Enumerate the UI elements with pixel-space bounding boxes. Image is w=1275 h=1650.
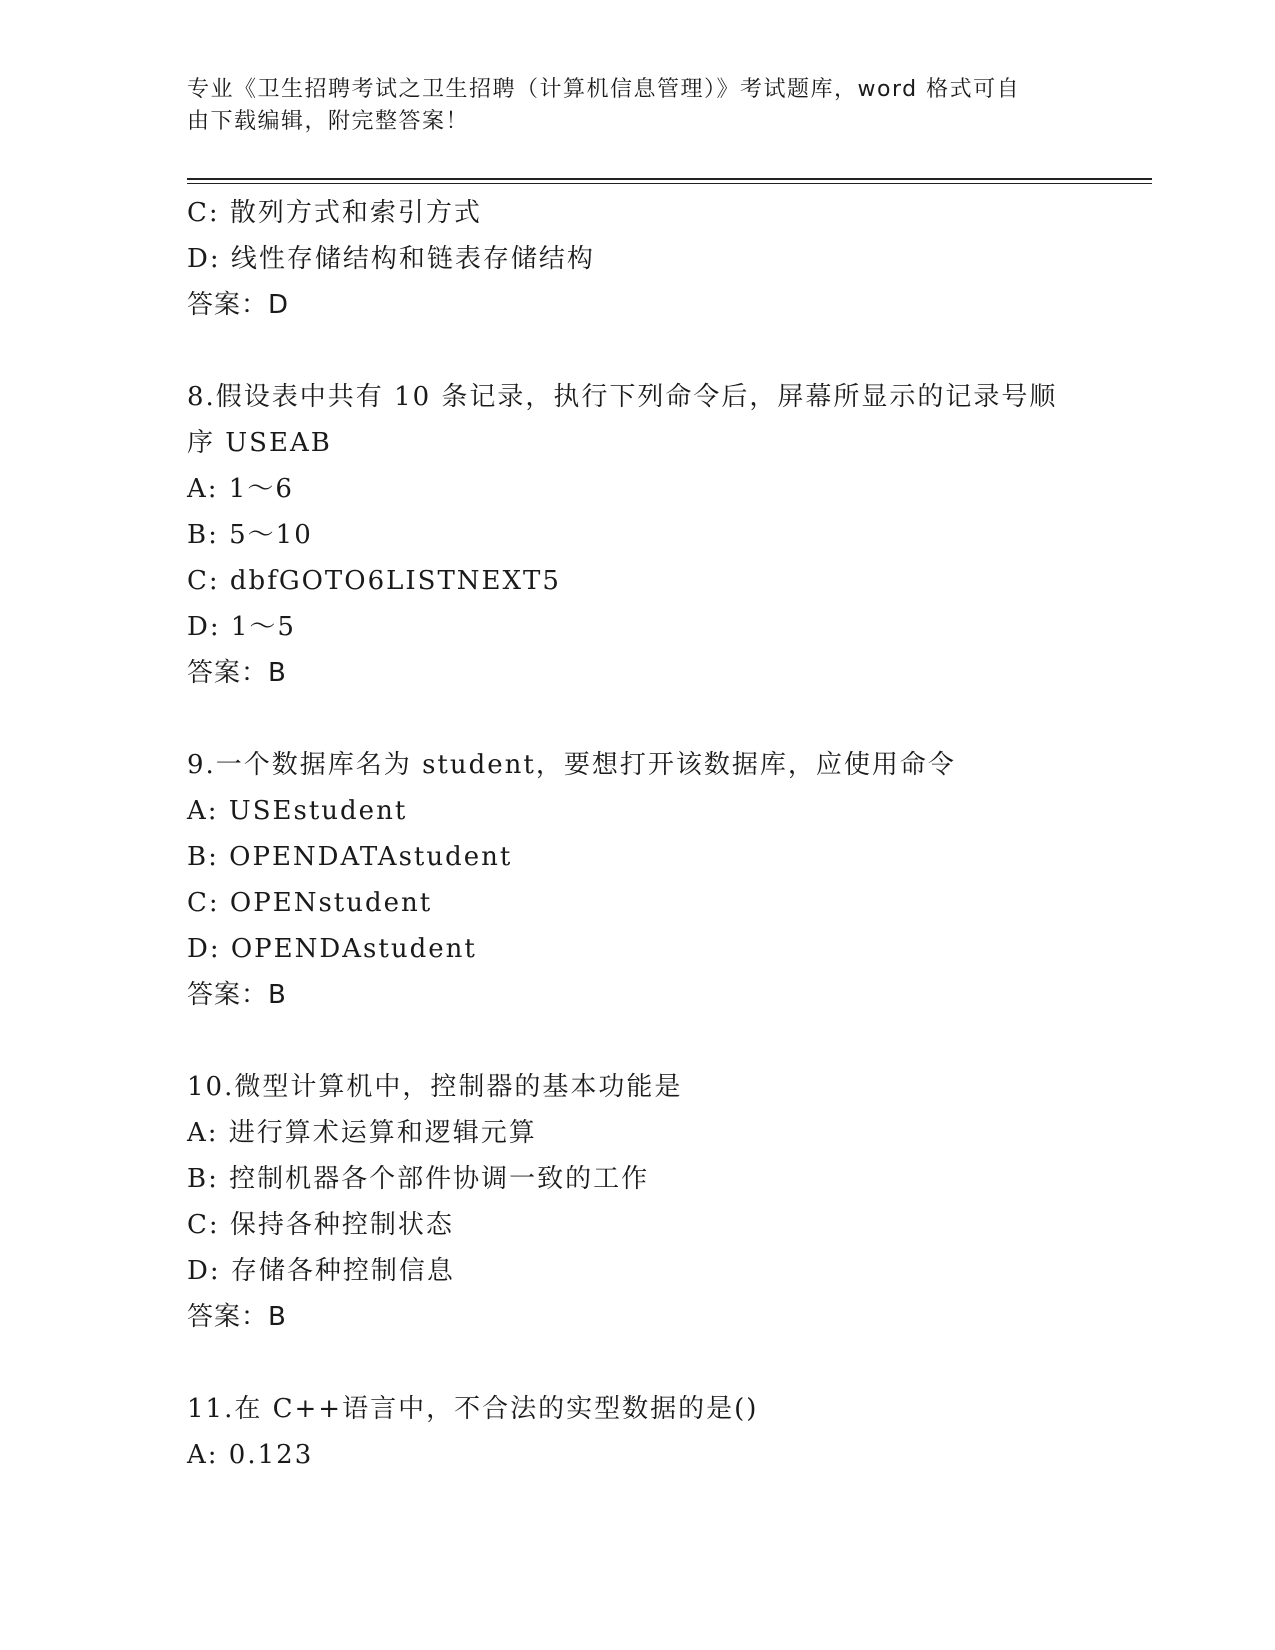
option-d: D: 1～5 — [187, 612, 296, 642]
option-c: C: 散列方式和索引方式 — [187, 198, 482, 228]
option-a: A: 0.123 — [187, 1440, 314, 1470]
spacer — [187, 328, 1117, 374]
question-list — [187, 190, 1117, 1478]
option-d: D: 存储各种控制信息 — [187, 1256, 455, 1286]
spacer — [187, 1018, 1117, 1064]
answer: 答案：D — [187, 290, 290, 320]
option-b: B: 控制机器各个部件协调一致的工作 — [187, 1164, 650, 1194]
answer: 答案：B — [187, 1302, 287, 1332]
question-stem-continued: 序 USEAB — [187, 428, 332, 458]
question-9 — [187, 742, 1117, 1018]
header-line-1: 专业《卫生招聘考试之卫生招聘（计算机信息管理）》考试题库，word 格式可自 — [187, 77, 1021, 102]
option-c: C: OPENstudent — [187, 888, 433, 918]
option-b: B: OPENDATAstudent — [187, 842, 513, 872]
document-header — [187, 74, 1067, 138]
question-7-tail — [187, 190, 1117, 328]
question-8 — [187, 374, 1117, 696]
option-b: B: 5～10 — [187, 520, 313, 550]
question-stem: 9.一个数据库名为 student，要想打开该数据库，应使用命令 — [187, 750, 956, 780]
question-stem: 11.在 C++语言中，不合法的实型数据的是() — [187, 1394, 759, 1424]
option-a: A: 1～6 — [187, 474, 294, 504]
spacer — [187, 1340, 1117, 1386]
answer: 答案：B — [187, 658, 287, 688]
header-divider-thick — [187, 178, 1152, 180]
question-stem: 10.微型计算机中，控制器的基本功能是 — [187, 1072, 683, 1102]
header-divider-thin — [187, 183, 1152, 184]
question-11 — [187, 1386, 1117, 1478]
question-10 — [187, 1064, 1117, 1340]
option-a: A: 进行算术运算和逻辑元算 — [187, 1118, 537, 1148]
option-a: A: USEstudent — [187, 796, 408, 826]
question-stem: 8.假设表中共有 10 条记录，执行下列命令后，屏幕所显示的记录号顺 — [187, 382, 1058, 412]
option-c: C: 保持各种控制状态 — [187, 1210, 454, 1240]
option-d: D: OPENDAstudent — [187, 934, 477, 964]
answer: 答案：B — [187, 980, 287, 1010]
option-d: D: 线性存储结构和链表存储结构 — [187, 244, 595, 274]
option-c: C: dbfGOTO6LISTNEXT5 — [187, 566, 561, 596]
spacer — [187, 696, 1117, 742]
header-line-2: 由下载编辑，附完整答案！ — [187, 109, 470, 134]
